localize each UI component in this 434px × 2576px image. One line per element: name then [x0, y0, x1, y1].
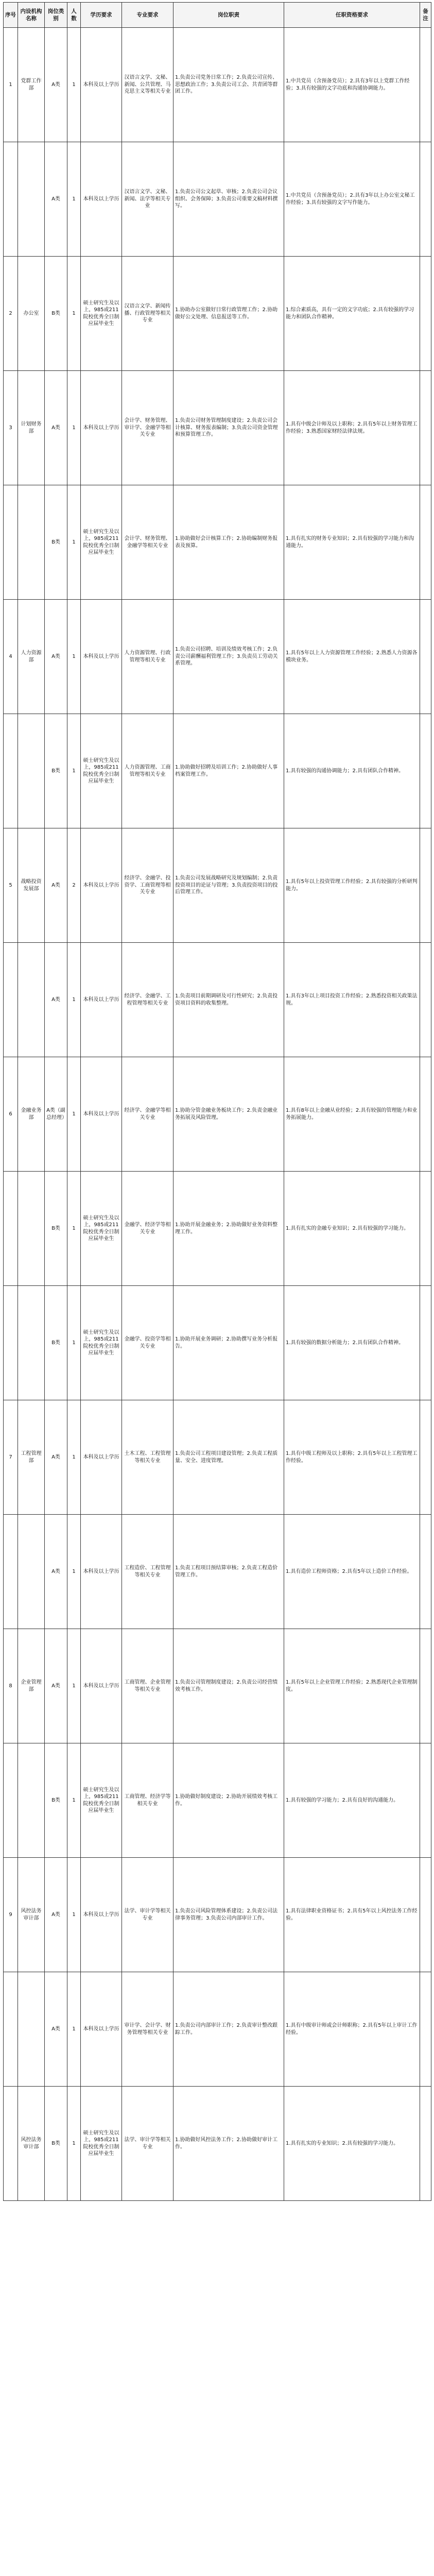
- cell-no: [4, 142, 18, 257]
- cell-qualifications: 1.具有5年以上企业管理工作经验；2.熟悉现代企业管理制度。: [284, 1629, 420, 1743]
- cell-count: 1: [67, 2087, 81, 2201]
- cell-dept: 企业管理部: [18, 1629, 45, 1743]
- cell-dept: [18, 142, 45, 257]
- cell-no: 2: [4, 257, 18, 371]
- cell-duties: 1.协助做好制度建设；2.协助开展绩效考核工作。: [173, 1743, 284, 1858]
- cell-dept: [18, 714, 45, 828]
- cell-education: 硕士研究生及以上，985或211院校优秀全日制应届毕业生: [81, 1172, 122, 1286]
- cell-qualifications: 1.具有5年以上人力资源管理工作经验；2.熟悉人力资源各模块业务。: [284, 600, 420, 714]
- cell-no: 8: [4, 1629, 18, 1743]
- cell-category: B类: [45, 257, 67, 371]
- cell-education: 本科及以上学历: [81, 1972, 122, 2087]
- cell-count: 1: [67, 1286, 81, 1400]
- table-row: [4, 257, 431, 371]
- table-row: [4, 943, 431, 1057]
- header-count: 人数: [67, 3, 81, 28]
- cell-duties: 1.负责公司财务管理制度建设；2.负责公司会计核算、财务报表编制；3.负责公司资金管理和预算管理工作。: [173, 371, 284, 485]
- cell-education: 本科及以上学历: [81, 1515, 122, 1629]
- cell-major: 金融学、经济学等相关专业: [122, 1172, 173, 1286]
- cell-dept: 办公室: [18, 257, 45, 371]
- header-duties: 岗位职责: [173, 3, 284, 28]
- table-row: [4, 1629, 431, 1743]
- table-row: [4, 2087, 431, 2201]
- cell-duties: 1.协助做好招聘及培训工作；2.协助做好人事档案管理工作。: [173, 714, 284, 828]
- cell-dept: [18, 1972, 45, 2087]
- cell-category: A类: [45, 1858, 67, 1972]
- cell-note: [420, 371, 431, 485]
- cell-major: 会计学、财务管理、审计学、金融学等相关专业: [122, 371, 173, 485]
- header-education: 学历要求: [81, 3, 122, 28]
- cell-duties: 1.协助做好会计核算工作；2.协助编制财务报表及预算。: [173, 485, 284, 600]
- cell-duties: 1.协助做好风控法务工作；2.协助做好审计工作。: [173, 2087, 284, 2201]
- cell-category: A类: [45, 828, 67, 943]
- table-row: [4, 1515, 431, 1629]
- cell-major: 汉语言文学、文秘、新闻、法学等相关专业: [122, 142, 173, 257]
- cell-count: 1: [67, 485, 81, 600]
- cell-no: 9: [4, 1858, 18, 1972]
- cell-duties: 1.负责公司管理制度建设；2.负责公司经营绩效考核工作。: [173, 1629, 284, 1743]
- cell-note: [420, 2087, 431, 2201]
- table-row: [4, 714, 431, 828]
- cell-education: 本科及以上学历: [81, 828, 122, 943]
- cell-category: B类: [45, 1172, 67, 1286]
- cell-education: 本科及以上学历: [81, 1400, 122, 1515]
- cell-category: A类: [45, 1629, 67, 1743]
- cell-education: 硕士研究生及以上，985或211院校优秀全日制应届毕业生: [81, 485, 122, 600]
- cell-qualifications: 1.具有扎实的金融专业知识；2.具有较强的学习能力。: [284, 1172, 420, 1286]
- cell-qualifications: 1.具有3年以上项目投资工作经验；2.熟悉投资相关政策法规。: [284, 943, 420, 1057]
- cell-note: [420, 1743, 431, 1858]
- cell-major: 经济学、金融学等相关专业: [122, 1057, 173, 1172]
- cell-count: 2: [67, 828, 81, 943]
- table-row: [4, 1286, 431, 1400]
- cell-major: 审计学、会计学、财务管理等相关专业: [122, 1972, 173, 2087]
- cell-education: 本科及以上学历: [81, 1629, 122, 1743]
- cell-category: A类（副总经理）: [45, 1057, 67, 1172]
- cell-major: 人力资源管理、工商管理等相关专业: [122, 714, 173, 828]
- cell-count: 1: [67, 1972, 81, 2087]
- table-row: [4, 1172, 431, 1286]
- table-row: [4, 1743, 431, 1858]
- table-row: [4, 371, 431, 485]
- cell-education: 本科及以上学历: [81, 371, 122, 485]
- cell-major: 人力资源管理、行政管理等相关专业: [122, 600, 173, 714]
- cell-major: 经济学、金融学、投资学、工商管理等相关专业: [122, 828, 173, 943]
- cell-count: 1: [67, 1629, 81, 1743]
- cell-dept: [18, 1743, 45, 1858]
- cell-education: 本科及以上学历: [81, 142, 122, 257]
- cell-category: B类: [45, 485, 67, 600]
- cell-major: 土木工程、工程管理等相关专业: [122, 1400, 173, 1515]
- cell-education: 硕士研究生及以上，985或211院校优秀全日制应届毕业生: [81, 714, 122, 828]
- cell-count: 1: [67, 714, 81, 828]
- cell-category: B类: [45, 714, 67, 828]
- cell-note: [420, 1286, 431, 1400]
- cell-duties: 1.负责工程项目预结算审核；2.负责工程造价管理工作。: [173, 1515, 284, 1629]
- cell-education: 本科及以上学历: [81, 943, 122, 1057]
- cell-qualifications: 1.具有中级审计师或会计师职称；2.具有5年以上审计工作经验。: [284, 1972, 420, 2087]
- table-body: [4, 28, 431, 2201]
- cell-note: [420, 1400, 431, 1515]
- cell-category: A类: [45, 1515, 67, 1629]
- cell-note: [420, 714, 431, 828]
- cell-major: 汉语言文学、文秘、新闻、公共管理、马克思主义等相关专业: [122, 28, 173, 142]
- cell-qualifications: 1.中共党员（含预备党员）；2.具有3年以上办公室文秘工作经验；3.具有较强的文字写作能力。: [284, 142, 420, 257]
- cell-note: [420, 1858, 431, 1972]
- cell-duties: 1.协助开展金融业务；2.协助做好业务资料整理工作。: [173, 1172, 284, 1286]
- cell-dept: [18, 1172, 45, 1286]
- cell-duties: 1.负责公司内部审计工作；2.负责审计整改跟踪工作。: [173, 1972, 284, 2087]
- cell-duties: 1.负责公司招聘、培训及绩效考核工作；2.负责公司薪酬福利管理工作；3.负责员工劳动关系管理。: [173, 600, 284, 714]
- cell-category: A类: [45, 1400, 67, 1515]
- cell-count: 1: [67, 1743, 81, 1858]
- cell-major: 法学、审计学等相关专业: [122, 2087, 173, 2201]
- cell-duties: 1.负责公司公文起草、审核；2.负责公司会议组织、会务保障；3.负责公司重要文稿材料撰写。: [173, 142, 284, 257]
- cell-duties: 1.负责公司工程项目建设管理；2.负责工程质量、安全、进度管理。: [173, 1400, 284, 1515]
- cell-dept: [18, 1515, 45, 1629]
- cell-category: A类: [45, 1972, 67, 2087]
- cell-no: 4: [4, 600, 18, 714]
- cell-qualifications: 1.综合素质高，具有一定的文字功底；2.具有较强的学习能力和团队合作精神。: [284, 257, 420, 371]
- cell-major: 法学、审计学等相关专业: [122, 1858, 173, 1972]
- cell-no: [4, 1286, 18, 1400]
- header-dept: 内设机构名称: [18, 3, 45, 28]
- cell-count: 1: [67, 28, 81, 142]
- cell-qualifications: 1.具有中级工程师及以上职称；2.具有5年以上工程管理工作经验。: [284, 1400, 420, 1515]
- cell-duties: 1.协助办公室做好日常行政管理工作；2.协助做好公文处理、信息报送等工作。: [173, 257, 284, 371]
- cell-education: 本科及以上学历: [81, 1858, 122, 1972]
- cell-qualifications: 1.中共党员（含预备党员）；2.具有3年以上党群工作经验；3.具有较强的文字功底和沟通协调能力。: [284, 28, 420, 142]
- cell-dept: 金融业务部: [18, 1057, 45, 1172]
- cell-no: 1: [4, 28, 18, 142]
- cell-note: [420, 828, 431, 943]
- cell-count: 1: [67, 1057, 81, 1172]
- cell-qualifications: 1.具有中级会计师及以上职称；2.具有5年以上财务管理工作经验；3.熟悉国家财经法律法规。: [284, 371, 420, 485]
- cell-major: 金融学、投资学等相关专业: [122, 1286, 173, 1400]
- cell-qualifications: 1.具有造价工程师资格；2.具有5年以上造价工作经验。: [284, 1515, 420, 1629]
- cell-dept: [18, 943, 45, 1057]
- cell-note: [420, 1629, 431, 1743]
- table-row: [4, 28, 431, 142]
- cell-note: [420, 257, 431, 371]
- cell-count: 1: [67, 1858, 81, 1972]
- cell-education: 本科及以上学历: [81, 1057, 122, 1172]
- header-row: [4, 3, 431, 28]
- cell-dept: 风控法务审计部: [18, 1858, 45, 1972]
- cell-duties: 1.负责公司风险管理体系建设；2.负责公司法律事务管理；3.负责公司内部审计工作。: [173, 1858, 284, 1972]
- cell-major: 经济学、金融学、工程管理等相关专业: [122, 943, 173, 1057]
- table-row: [4, 1057, 431, 1172]
- cell-note: [420, 485, 431, 600]
- cell-qualifications: 1.具有5年以上投资管理工作经验；2.具有较强的分析研判能力。: [284, 828, 420, 943]
- recruitment-table: [3, 2, 431, 2201]
- cell-count: 1: [67, 257, 81, 371]
- cell-category: A类: [45, 371, 67, 485]
- cell-no: [4, 1515, 18, 1629]
- cell-no: 7: [4, 1400, 18, 1515]
- table-row: [4, 485, 431, 600]
- cell-major: 汉语言文学、新闻传播、行政管理等相关专业: [122, 257, 173, 371]
- cell-education: 本科及以上学历: [81, 28, 122, 142]
- header-no: 序号: [4, 3, 18, 28]
- cell-duties: 1.协助开展业务调研；2.协助撰写业务分析报告。: [173, 1286, 284, 1400]
- cell-major: 工商管理、企业管理等相关专业: [122, 1629, 173, 1743]
- cell-qualifications: 1.具有较强的数据分析能力；2.具有团队合作精神。: [284, 1286, 420, 1400]
- cell-education: 本科及以上学历: [81, 600, 122, 714]
- header-major: 专业要求: [122, 3, 173, 28]
- cell-count: 1: [67, 142, 81, 257]
- cell-qualifications: 1.具有8年以上金融从业经验；2.具有较强的管理能力和业务拓展能力。: [284, 1057, 420, 1172]
- cell-education: 硕士研究生及以上，985或211院校优秀全日制应届毕业生: [81, 1743, 122, 1858]
- cell-major: 工程造价、工程管理等相关专业: [122, 1515, 173, 1629]
- cell-qualifications: 1.具有较强的沟通协调能力；2.具有团队合作精神。: [284, 714, 420, 828]
- cell-qualifications: 1.具有扎实的财务专业知识；2.具有较强的学习能力和沟通能力。: [284, 485, 420, 600]
- cell-dept: 工程管理部: [18, 1400, 45, 1515]
- table-row: [4, 1972, 431, 2087]
- cell-dept: [18, 1286, 45, 1400]
- cell-category: A类: [45, 142, 67, 257]
- cell-count: 1: [67, 371, 81, 485]
- cell-count: 1: [67, 943, 81, 1057]
- cell-note: [420, 1172, 431, 1286]
- cell-note: [420, 600, 431, 714]
- cell-no: 6: [4, 1057, 18, 1172]
- cell-duties: 1.协助分管金融业务板块工作；2.负责金融业务拓展及风险管理。: [173, 1057, 284, 1172]
- cell-no: [4, 943, 18, 1057]
- cell-duties: 1.负责项目前期调研及可行性研究；2.负责投资项目资料的收集整理。: [173, 943, 284, 1057]
- cell-category: B类: [45, 1286, 67, 1400]
- table-row: [4, 828, 431, 943]
- cell-category: A类: [45, 943, 67, 1057]
- cell-category: B类: [45, 1743, 67, 1858]
- cell-note: [420, 1515, 431, 1629]
- cell-education: 硕士研究生及以上，985或211院校优秀全日制应届毕业生: [81, 1286, 122, 1400]
- cell-dept: 人力资源部: [18, 600, 45, 714]
- cell-no: [4, 485, 18, 600]
- header-qualifications: 任职资格要求: [284, 3, 420, 28]
- cell-dept: [18, 485, 45, 600]
- header-category: 岗位类别: [45, 3, 67, 28]
- cell-education: 硕士研究生及以上，985或211院校优秀全日制应届毕业生: [81, 2087, 122, 2201]
- cell-dept: 战略投资发展部: [18, 828, 45, 943]
- cell-no: [4, 714, 18, 828]
- cell-no: 5: [4, 828, 18, 943]
- cell-note: [420, 142, 431, 257]
- cell-count: 1: [67, 600, 81, 714]
- cell-major: 工商管理、经济学等相关专业: [122, 1743, 173, 1858]
- cell-qualifications: 1.具有扎实的专业知识；2.具有较强的学习能力。: [284, 2087, 420, 2201]
- cell-count: 1: [67, 1172, 81, 1286]
- cell-duties: 1.负责公司发展战略研究及规划编制；2.负责投资项目的论证与管理；3.负责投资项目的投后管理工作。: [173, 828, 284, 943]
- cell-category: B类: [45, 2087, 67, 2201]
- cell-no: [4, 1972, 18, 2087]
- cell-no: [4, 2087, 18, 2201]
- cell-no: [4, 1743, 18, 1858]
- cell-dept: 风控法务审计部: [18, 2087, 45, 2201]
- cell-qualifications: 1.具有法律职业资格证书；2.具有5年以上风控法务工作经验。: [284, 1858, 420, 1972]
- cell-dept: 计划财务部: [18, 371, 45, 485]
- cell-note: [420, 1972, 431, 2087]
- cell-note: [420, 943, 431, 1057]
- cell-no: 3: [4, 371, 18, 485]
- header-note: 备注: [420, 3, 431, 28]
- cell-duties: 1.负责公司党务日常工作；2.负责公司宣传、思想政治工作；3.负责公司工会、共青团等群团工作。: [173, 28, 284, 142]
- cell-education: 硕士研究生及以上，985或211院校优秀全日制应届毕业生: [81, 257, 122, 371]
- cell-major: 会计学、财务管理、金融学等相关专业: [122, 485, 173, 600]
- cell-dept: 党群工作部: [18, 28, 45, 142]
- cell-no: [4, 1172, 18, 1286]
- cell-category: A类: [45, 600, 67, 714]
- cell-qualifications: 1.具有较强的学习能力；2.具有良好的沟通能力。: [284, 1743, 420, 1858]
- table-row: [4, 1858, 431, 1972]
- table-row: [4, 1400, 431, 1515]
- table-row: [4, 600, 431, 714]
- cell-count: 1: [67, 1515, 81, 1629]
- table-row: [4, 142, 431, 257]
- cell-note: [420, 28, 431, 142]
- cell-count: 1: [67, 1400, 81, 1515]
- cell-note: [420, 1057, 431, 1172]
- cell-category: A类: [45, 28, 67, 142]
